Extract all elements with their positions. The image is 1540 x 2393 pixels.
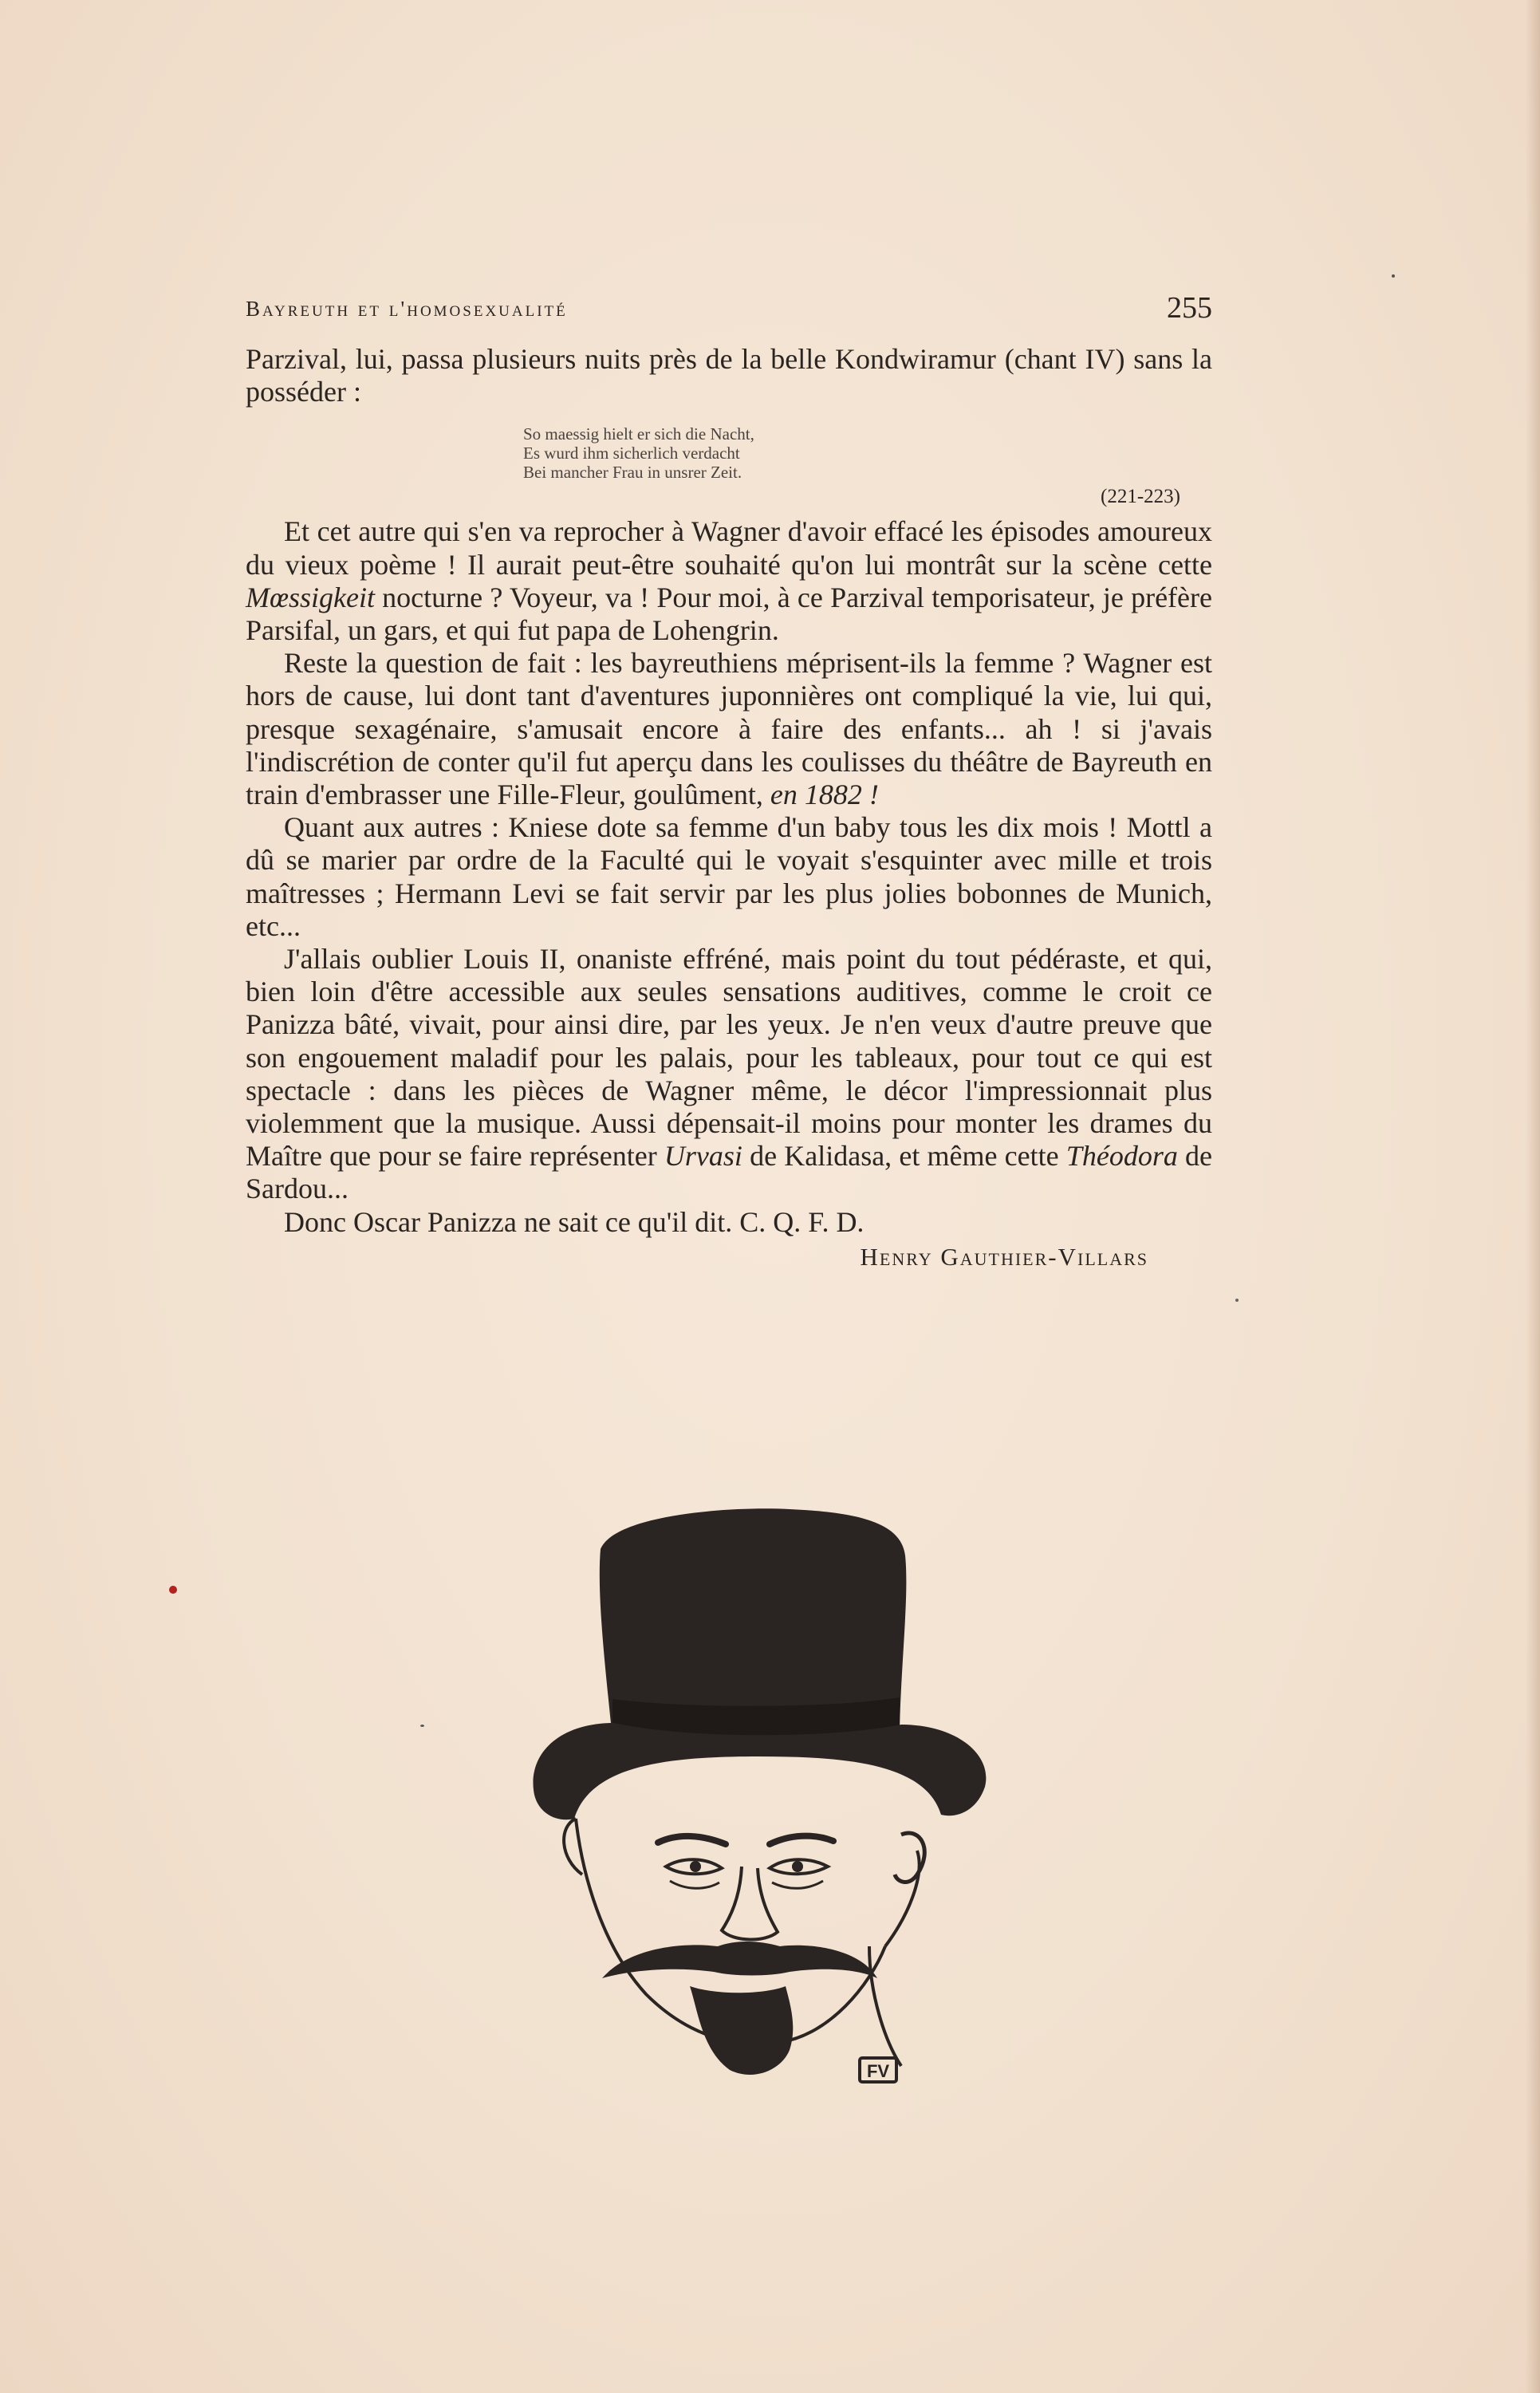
text-run: de Kalidasa, et même cette bbox=[742, 1140, 1066, 1173]
italic-title: Urvasi bbox=[664, 1140, 742, 1173]
monogram: FV bbox=[866, 2061, 890, 2081]
nose bbox=[722, 1867, 778, 1940]
speck bbox=[420, 1725, 424, 1727]
right-eyebag bbox=[772, 1881, 823, 1888]
italic-term: Mœssigkeit bbox=[246, 581, 375, 613]
italic-date: en 1882 ! bbox=[770, 779, 879, 811]
right-eyebrow bbox=[770, 1836, 833, 1844]
page-header bbox=[246, 290, 1212, 330]
author-signature: Henry Gauthier-Villars bbox=[860, 1242, 1148, 1271]
left-eyebrow bbox=[658, 1836, 726, 1844]
text-run: Reste la question de fait : les bayreuthiens méprisent-ils la femme ? Wagner est hors de cause, lui dont tant d'aventures juponnières ont compliqué la vie, lui qui, presque sexagénaire, s'amusait encore à faire des enfants... ah ! si j'avais l'indiscrétion de conter qu'il fut aperçu dans les coulisses du théâtre de Bayreuth en train d'embrasser une Fille-Fleur, goulûment, bbox=[246, 647, 1212, 811]
left-pupil bbox=[690, 1861, 701, 1872]
text-run: de Sardou... bbox=[246, 1140, 1212, 1205]
page-number: 255 bbox=[1167, 291, 1212, 325]
paragraph bbox=[246, 943, 1212, 1206]
hat-brim bbox=[533, 1723, 986, 1819]
portrait-woodcut bbox=[526, 1500, 989, 2090]
text-run: J'allais oublier Louis II, onaniste effréné, mais point du tout pédéraste, et qui, bien loin d'être accessible aux seules sensations auditives, comme le croit ce Panizza bâté, vivait, pour ainsi dire, par les yeux. Je n'en veux d'autre preuve que son engouement maladif pour les palais, pour les tableaux, pour tout ce qui est spectacle : dans les pièces de Wagner même, le décor l'impressionnait plus violemment que la musique. Aussi dépensait-il moins pour monter les drames du Maître que pour se faire représenter bbox=[246, 943, 1212, 1173]
paragraph bbox=[246, 515, 1212, 647]
red-speck bbox=[169, 1586, 177, 1594]
paragraph: Parzival, lui, passa plusieurs nuits près de la belle Kondwiramur (chant IV) sans la posséder : bbox=[246, 343, 1212, 408]
paragraph bbox=[246, 647, 1212, 811]
paragraph: Quant aux autres : Kniese dote sa femme d'un baby tous les dix mois ! Mottl a dû se marier par ordre de la Faculté qui le voyait s'esquinter avec mille et trois maîtresses ; Hermann Levi se fait servir par les plus jolies bobonnes de Munich, etc... bbox=[246, 811, 1212, 942]
collar-line bbox=[869, 1946, 901, 2066]
text-run: nocturne ? Voyeur, va ! Pour moi, à ce Parzival temporisateur, je préfère Parsifal, un gars, et qui fut papa de Lohengrin. bbox=[246, 581, 1212, 647]
verse-line: So maessig hielt er sich die Nacht, bbox=[523, 424, 754, 444]
speck bbox=[1392, 274, 1395, 278]
italic-title: Théodora bbox=[1065, 1140, 1178, 1173]
verse-reference: (221-223) bbox=[1101, 486, 1180, 508]
body-text bbox=[246, 343, 1212, 1273]
paragraph: Donc Oscar Panizza ne sait ce qu'il dit. C. Q. F. D. bbox=[284, 1205, 865, 1238]
right-pupil bbox=[792, 1861, 803, 1872]
left-eyebag bbox=[670, 1881, 719, 1888]
verse-line: Bei mancher Frau in unsrer Zeit. bbox=[523, 463, 742, 483]
mustache bbox=[602, 1942, 877, 1978]
goatee bbox=[690, 1986, 793, 2075]
verse-quote bbox=[523, 424, 1212, 482]
verse-line: Es wurd ihm sicherlich verdacht bbox=[523, 444, 740, 463]
speck bbox=[1235, 1299, 1239, 1302]
text-run: Et cet autre qui s'en va reprocher à Wagner d'avoir effacé les épisodes amoureux du vieux poème ! Il aurait peut-être souhaité qu'on lui montrât sur la scène cette bbox=[246, 515, 1212, 581]
running-head: Bayreuth et l'homosexualité bbox=[246, 297, 568, 321]
